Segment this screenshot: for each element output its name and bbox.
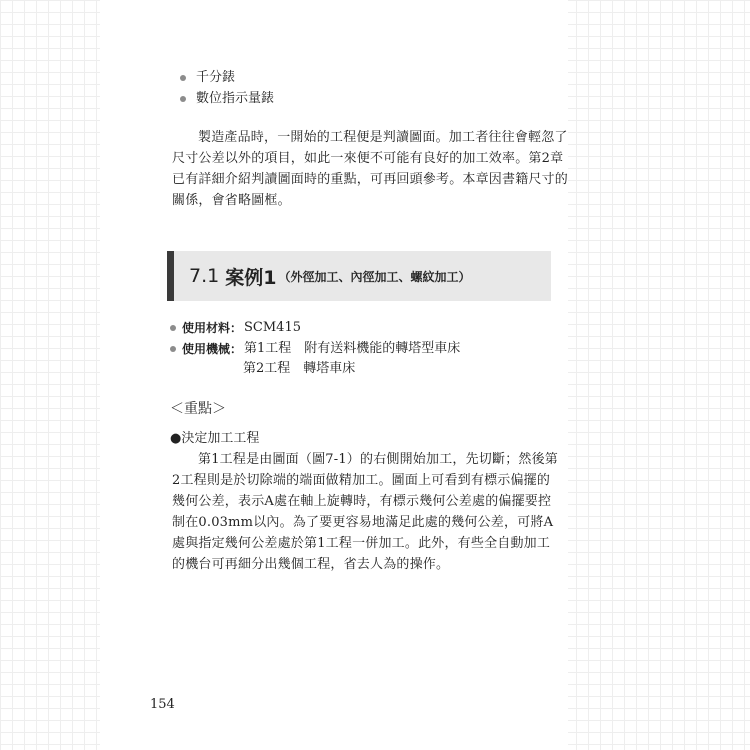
machine-value-1: 第1工程 附有送料機能的轉塔型車床 — [244, 341, 461, 356]
material-label: 使用材料： — [182, 321, 243, 335]
bullet-dot — [170, 325, 176, 331]
process-heading: ●決定加工工程 — [170, 431, 260, 446]
bullet-dot — [180, 75, 186, 81]
key-points-heading: ＜重點＞ — [170, 401, 226, 417]
section-subtitle: （外徑加工、內徑加工、螺紋加工） — [278, 269, 471, 284]
bullet-text: 數位指示量錶 — [196, 91, 275, 106]
bullet-dot — [180, 96, 186, 102]
spec-material — [170, 320, 301, 336]
bullet-dot — [170, 346, 176, 352]
bullet-text: 千分錶 — [196, 70, 236, 85]
material-value: SCM415 — [244, 320, 301, 335]
section-number: 7.1 — [189, 265, 220, 287]
page-number: 154 — [150, 697, 175, 712]
spec-machine — [170, 341, 460, 357]
machine-value-2: 第2工程 轉塔車床 — [243, 361, 356, 376]
bullet-item-dial-gauge — [180, 70, 235, 86]
intro-paragraph: 製造產品時，一開始的工程便是判讀圖面。加工者往往會輕忽了尺寸公差以外的項目，如此一來便不可能有良好的加工效率。第2章已有詳細介紹判讀圖面時的重點，可再回頭參考。本章因書籍尺寸的關係，會省略圖框。 — [172, 130, 569, 208]
section-heading-bar — [167, 251, 551, 301]
body-paragraph: 第1工程是由圖面（圖7-1）的右側開始加工，先切斷；然後第2工程則是於切除端的端面做精加工。圖面上可看到有標示偏擺的幾何公差，表示A處在軸上旋轉時，有標示幾何公差處的偏擺要控制在0.03mm以內。為了要更容易地滿足此處的幾何公差，可將A處與指定幾何公差處於第1工程一併加工。此外，有些全自動加工的機台可再細分出幾個工程，省去人為的操作。 — [172, 452, 559, 572]
section-title: 案例1 — [225, 266, 277, 289]
machine-label: 使用機械： — [182, 342, 243, 356]
book-page — [100, 0, 568, 750]
bullet-item-digital-indicator — [180, 91, 274, 107]
